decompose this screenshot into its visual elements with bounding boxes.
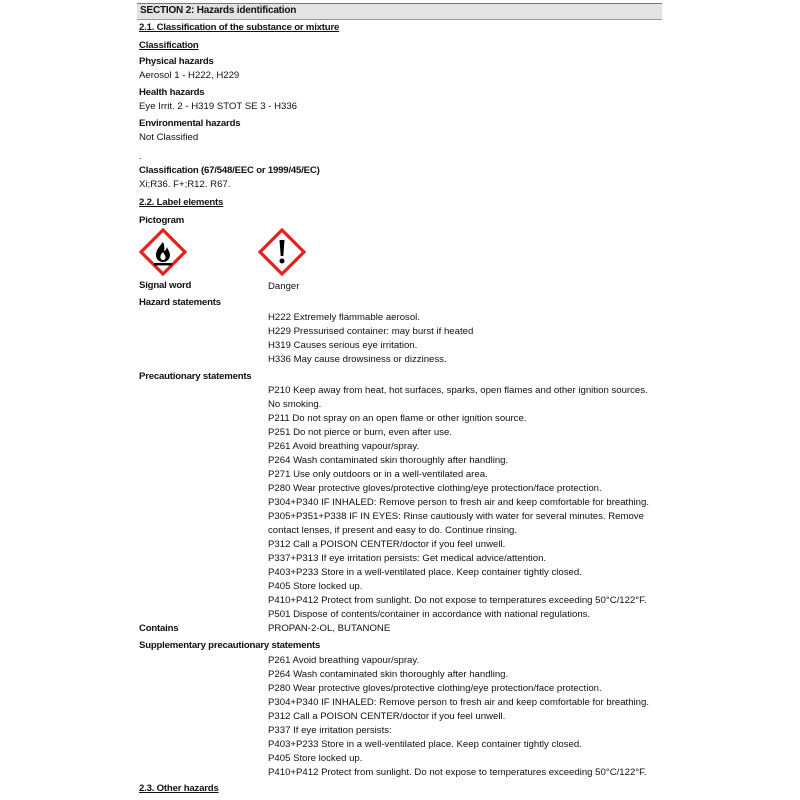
supplementary-statements-list (268, 654, 660, 780)
subsection-2-1-title: 2.1. Classification of the substance or mixture (139, 22, 340, 33)
flame-hazard-icon (139, 228, 187, 276)
list-item: P403+P233 Store in a well-ventilated place. Keep container tightly closed. (268, 739, 582, 750)
signal-word-label: Signal word (139, 280, 192, 291)
exclamation-hazard-icon (258, 228, 306, 276)
list-item: P405 Store locked up. (268, 753, 363, 764)
signal-word-value: Danger (268, 281, 300, 292)
list-item: P501 Dispose of contents/container in accordance with national regulations. (268, 609, 591, 620)
classification-old-label: Classification (67/548/EEC or 1999/45/EC) (139, 165, 320, 176)
list-item: P211 Do not spray on an open flame or other ignition source. (268, 413, 527, 424)
list-item: P304+P340 IF INHALED: Remove person to fresh air and keep comfortable for breathing. (268, 697, 650, 708)
environmental-hazards-label: Environmental hazards (139, 118, 241, 129)
hazard-statements-label: Hazard statements (139, 297, 221, 308)
physical-hazards-value: Aerosol 1 - H222, H229 (139, 70, 240, 81)
subsection-2-2-title: 2.2. Label elements (139, 197, 224, 208)
list-item: P264 Wash contaminated skin thoroughly after handling. (268, 669, 509, 680)
list-item: P304+P340 IF INHALED: Remove person to fresh air and keep comfortable for breathing. (268, 497, 650, 508)
health-hazards-value: Eye Irrit. 2 - H319 STOT SE 3 - H336 (139, 101, 298, 112)
list-item: P403+P233 Store in a well-ventilated place. Keep container tightly closed. (268, 567, 582, 578)
hazard-statements-list (268, 311, 660, 367)
list-item: P305+P351+P338 IF IN EYES: Rinse cautiously with water for several minutes. Remove contact lenses, if present and easy to do. Continue rinsing. (268, 511, 644, 536)
list-item: P264 Wash contaminated skin thoroughly after handling. (268, 455, 509, 466)
list-item: P280 Wear protective gloves/protective clothing/eye protection/face protection. (268, 683, 602, 694)
list-item: P312 Call a POISON CENTER/doctor if you feel unwell. (268, 539, 506, 550)
list-item: P312 Call a POISON CENTER/doctor if you feel unwell. (268, 711, 506, 722)
list-item: H222 Extremely flammable aerosol. (268, 312, 420, 323)
subsection-2-3-title: 2.3. Other hazards (139, 783, 219, 794)
classification-old-value: Xi;R36. F+;R12. R67. (139, 179, 231, 190)
list-item: P405 Store locked up. (268, 581, 363, 592)
supplementary-statements-label: Supplementary precautionary statements (139, 640, 321, 651)
dot-marker: . (139, 151, 142, 162)
list-item: P337+P313 If eye irritation persists: Get medical advice/attention. (268, 553, 547, 564)
list-item: P337 If eye irritation persists: (268, 725, 392, 736)
section-header-bar (137, 3, 662, 20)
environmental-hazards-value: Not Classified (139, 132, 199, 143)
physical-hazards-label: Physical hazards (139, 56, 214, 67)
list-item: P280 Wear protective gloves/protective clothing/eye protection/face protection. (268, 483, 602, 494)
list-item: P271 Use only outdoors or in a well-ventilated area. (268, 469, 488, 480)
pictogram-label: Pictogram (139, 215, 185, 226)
list-item: H319 Causes serious eye irritation. (268, 340, 418, 351)
list-item: P410+P412 Protect from sunlight. Do not expose to temperatures exceeding 50°C/122°F. (268, 595, 647, 606)
list-item: P210 Keep away from heat, hot surfaces, sparks, open flames and other ignition sources. No smoking. (268, 385, 648, 410)
list-item: H229 Pressurised container: may burst if heated (268, 326, 474, 337)
contains-label: Contains (139, 623, 179, 634)
list-item: H336 May cause drowsiness or dizziness. (268, 354, 447, 365)
list-item: P261 Avoid breathing vapour/spray. (268, 655, 420, 666)
list-item: P261 Avoid breathing vapour/spray. (268, 441, 420, 452)
list-item: P410+P412 Protect from sunlight. Do not expose to temperatures exceeding 50°C/122°F. (268, 767, 647, 778)
precautionary-statements-list (268, 384, 660, 622)
contains-value: PROPAN-2-OL, BUTANONE (268, 623, 391, 634)
list-item: P251 Do not pierce or burn, even after use. (268, 427, 452, 438)
health-hazards-label: Health hazards (139, 87, 205, 98)
section-title: SECTION 2: Hazards identification (140, 5, 297, 16)
precautionary-statements-label: Precautionary statements (139, 371, 252, 382)
classification-heading: Classification (139, 40, 199, 51)
